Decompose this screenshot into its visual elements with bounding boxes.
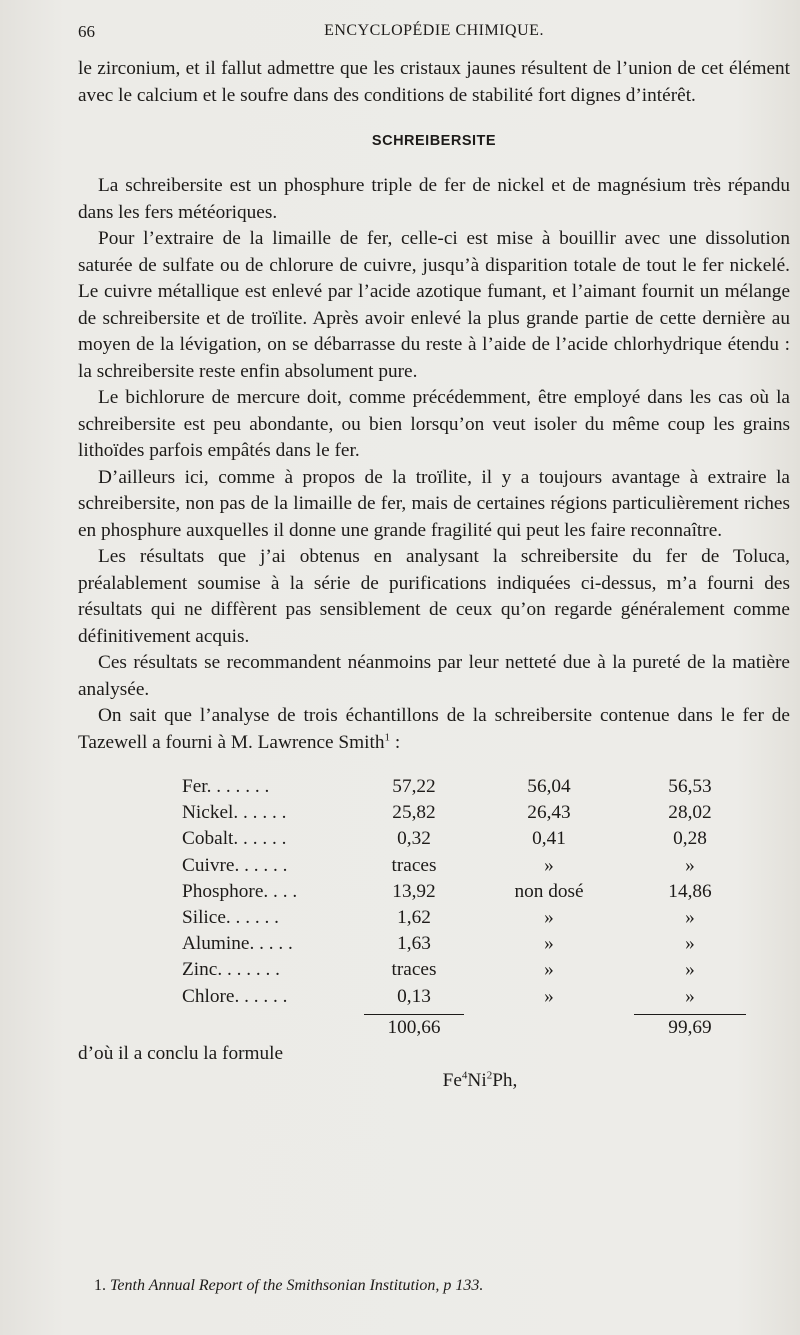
value-sample-1: traces bbox=[391, 854, 437, 876]
page-header bbox=[78, 22, 790, 48]
value-sample-1: traces bbox=[391, 959, 437, 981]
value-sample-3: 28,02 bbox=[668, 802, 712, 824]
paragraph-tail: : bbox=[390, 731, 401, 753]
value-sample-2: » bbox=[544, 933, 554, 955]
value-sample-3: 0,28 bbox=[673, 828, 707, 850]
value-sample-1: 57,22 bbox=[392, 776, 436, 797]
table-row bbox=[182, 879, 746, 905]
conclusion-line: d’où il a conclu la formule bbox=[78, 1043, 284, 1065]
paragraph: Ces résultats se recommandent néanmoins par leur netteté due à la pureté de la matière analysée. bbox=[78, 652, 790, 700]
paragraph: Le bichlorure de mercure doit, comme précédemment, être employé dans les cas où la schreibersite est peu abondante, ou bien lorsqu’on veut isoler du même coup les grains lithoïdes parfois empâtés dans le fer. bbox=[78, 387, 790, 461]
row-label: Silice. . . . . . bbox=[182, 907, 279, 929]
chemical-formula: Fe$^4$Ni$^2$Ph, bbox=[442, 1069, 518, 1091]
value-sample-2: non dosé bbox=[514, 880, 584, 902]
total-sample-3: 99,69 bbox=[634, 1010, 746, 1041]
paragraph-continuation: le zirconium, et il fallut admettre que les cristaux jaunes résultent de l’union de cet élément avec le calcium et le soufre dans des conditions de stabilité fort dignes d’intérêt. bbox=[78, 58, 790, 106]
paragraph: La schreibersite est un phosphure triple de fer de nickel et de magnésium très répandu dans les fers météoriques. bbox=[78, 175, 790, 223]
total-sample-2 bbox=[464, 1010, 634, 1041]
value-sample-3: » bbox=[685, 985, 695, 1007]
row-label: Cuivre. . . . . . bbox=[182, 854, 288, 876]
value-sample-2: » bbox=[544, 854, 554, 876]
sum-rule bbox=[634, 1014, 746, 1015]
value-sample-3: » bbox=[685, 907, 695, 929]
table-row bbox=[182, 774, 746, 800]
value-sample-1: 0,32 bbox=[397, 828, 431, 850]
section-title: SCHREIBERSITE bbox=[371, 133, 497, 149]
table-row bbox=[182, 826, 746, 852]
value-sample-2: 0,41 bbox=[532, 828, 566, 850]
value-sample-2: » bbox=[544, 959, 554, 981]
value-sample-2: 26,43 bbox=[527, 802, 571, 824]
paragraph: Pour l’extraire de la limaille de fer, celle-ci est mise à bouillir avec une dissolution saturée de sulfate ou de chlorure de cuivre, jusqu’à disparition totale de tout le fer nickelé. Le cuivre métallique est enlevé par l’acide azotique fumant, et l’aimant fournit un mélange de schreibersite et de troïlite. Après avoir enlevé la plus grande partie de cette dernière au moyen de la lévigation, on se débarrasse du reste à l’aide de l’acide chlorhydrique étendu : la schreibersite reste enfin absolument pure. bbox=[78, 228, 790, 382]
page-number: 66 bbox=[78, 22, 95, 41]
value-sample-2: » bbox=[544, 907, 554, 929]
page-body bbox=[78, 56, 790, 1094]
value-sample-1: 1,63 bbox=[397, 933, 431, 955]
row-label: Fer. . . . . . . bbox=[182, 776, 270, 797]
value-sample-3: » bbox=[685, 933, 695, 955]
running-title: ENCYCLOPÉDIE CHIMIQUE. bbox=[324, 22, 544, 39]
footnote-number: 1. bbox=[94, 1277, 106, 1294]
row-label: Chlore. . . . . . bbox=[182, 985, 288, 1007]
paragraph-text: On sait que l’analyse de trois échantillons de la schreibersite contenue dans le fer de Tazewell a fourni à M. Lawrence Smith bbox=[78, 705, 790, 753]
value-sample-2: » bbox=[544, 985, 554, 1007]
value-sample-3: » bbox=[685, 854, 695, 876]
value-sample-3: » bbox=[685, 959, 695, 981]
paragraph: D’ailleurs ici, comme à propos de la troïlite, il y a toujours avantage à extraire la schreibersite, non pas de la limaille de fer, mais de certaines régions particulièrement riches en phosphure auxquelles il donne une grande fragilité qui peut les faire reconnaître. bbox=[78, 466, 790, 541]
row-label: Alumine. . . . . bbox=[182, 933, 293, 955]
value-sample-3: 56,53 bbox=[668, 776, 712, 797]
sum-rule bbox=[364, 1014, 464, 1015]
row-label: Nickel. . . . . . bbox=[182, 802, 287, 824]
value-sample-3: 14,86 bbox=[668, 880, 712, 902]
value-sample-1: 25,82 bbox=[392, 802, 436, 824]
footnote-ref: 1 bbox=[384, 731, 390, 744]
value-sample-2: 56,04 bbox=[527, 776, 571, 797]
row-label: Phosphore. . . . bbox=[182, 880, 298, 902]
table-row bbox=[182, 853, 746, 879]
table-row bbox=[182, 905, 746, 931]
value-sample-1: 1,62 bbox=[397, 907, 431, 929]
value-sample-1: 0,13 bbox=[397, 985, 431, 1007]
totals-row bbox=[182, 1010, 746, 1041]
value-sample-1: 13,92 bbox=[392, 880, 436, 902]
row-label: Cobalt. . . . . . bbox=[182, 828, 287, 850]
table-row bbox=[182, 957, 746, 983]
analysis-table bbox=[182, 774, 746, 1041]
table-row bbox=[182, 800, 746, 826]
footnote bbox=[94, 1277, 784, 1295]
table-row bbox=[182, 984, 746, 1010]
paragraph: Les résultats que j’ai obtenus en analysant la schreibersite du fer de Toluca, préalablement soumise à la série de purifications indiquées ci-dessus, m’a fourni des résultats qui ne diffèrent pas sensiblement de ceux qu’on regarde généralement comme définitivement acquis. bbox=[78, 546, 790, 647]
row-label: Zinc. . . . . . . bbox=[182, 959, 280, 981]
paragraph bbox=[78, 703, 790, 756]
footnote-text: Tenth Annual Report of the Smithsonian Institution, p 133. bbox=[110, 1277, 484, 1294]
table-row bbox=[182, 931, 746, 957]
total-sample-1: 100,66 bbox=[364, 1010, 464, 1041]
totals-label bbox=[182, 1010, 364, 1041]
